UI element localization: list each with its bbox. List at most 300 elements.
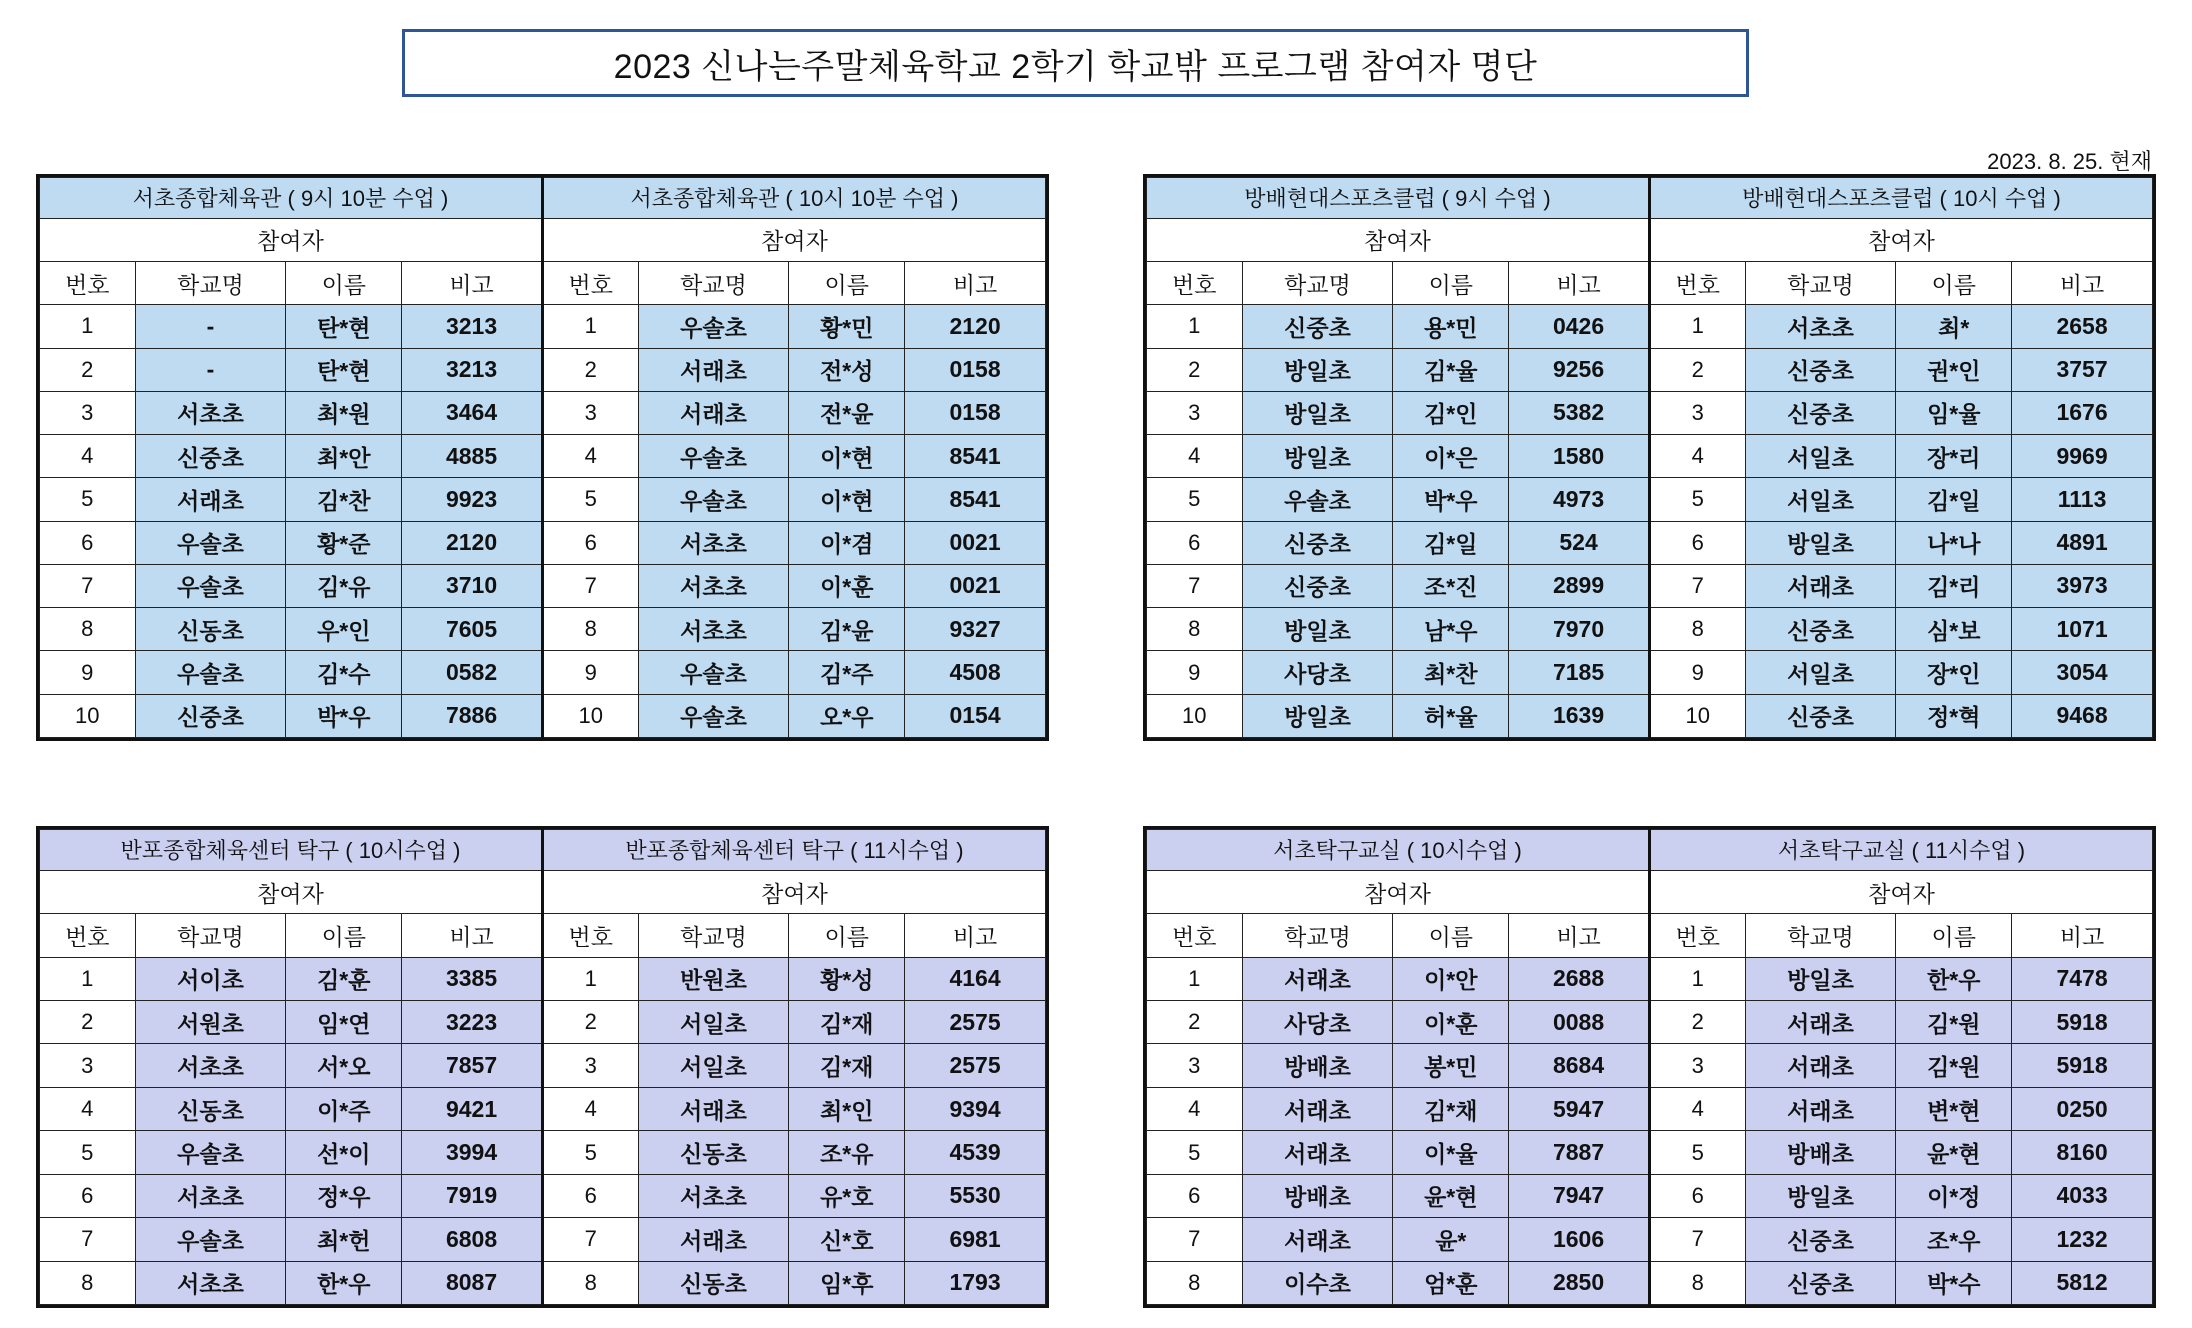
roster-table (39, 177, 1046, 738)
row-number: 5 (1649, 1131, 1745, 1174)
participant-name: 임*후 (789, 1261, 905, 1304)
participant-name: 김*유 (286, 564, 402, 607)
column-header-no: 번호 (1649, 914, 1745, 957)
row-number: 7 (40, 564, 136, 607)
note-value: 9969 (2012, 435, 2153, 478)
row-number: 7 (1649, 564, 1745, 607)
row-number: 7 (40, 1218, 136, 1261)
school-name: 우솔초 (135, 651, 286, 694)
school-name: 서래초 (1745, 1087, 1896, 1130)
row-number: 3 (40, 391, 136, 434)
note-value: 3385 (402, 957, 543, 1000)
note-value: 5918 (2012, 1044, 2153, 1087)
participants-label: 참여자 (542, 870, 1045, 913)
participant-name: 윤*현 (1393, 1174, 1509, 1217)
column-header-school: 학교명 (638, 914, 789, 957)
row-number: 8 (1147, 1261, 1243, 1304)
table-row (40, 1218, 1046, 1261)
program-title-right: 반포종합체육센터 탁구 ( 11시수업 ) (542, 830, 1045, 871)
participant-name: 조*유 (789, 1131, 905, 1174)
row-number: 2 (1649, 348, 1745, 391)
note-value: 8541 (905, 478, 1046, 521)
row-number: 1 (1147, 305, 1243, 348)
row-number: 1 (40, 957, 136, 1000)
column-header-name: 이름 (286, 914, 402, 957)
table-row (1147, 521, 2153, 564)
table-row (40, 608, 1046, 651)
note-value: 9468 (2012, 694, 2153, 737)
school-name: 우솔초 (135, 564, 286, 607)
note-value: 3710 (402, 564, 543, 607)
participant-name: 신*호 (789, 1218, 905, 1261)
row-number: 7 (1649, 1218, 1745, 1261)
row-number: 2 (40, 348, 136, 391)
school-name: 서래초 (1242, 1131, 1393, 1174)
participant-name: 황*성 (789, 957, 905, 1000)
school-name: 방일초 (1242, 435, 1393, 478)
school-name: 서초초 (638, 564, 789, 607)
participants-label: 참여자 (1649, 218, 2152, 261)
column-header-no: 번호 (1649, 261, 1745, 304)
note-value: 4885 (402, 435, 543, 478)
note-value: 7947 (1509, 1174, 1650, 1217)
note-value: 2120 (402, 521, 543, 564)
row-number: 8 (40, 1261, 136, 1304)
table-row (40, 957, 1046, 1000)
school-name: 신중초 (1242, 521, 1393, 564)
table-row (1147, 1261, 2153, 1304)
participants-label: 참여자 (1147, 218, 1650, 261)
row-number: 4 (40, 435, 136, 478)
participant-name: 박*우 (1393, 478, 1509, 521)
row-number: 5 (542, 1131, 638, 1174)
row-number: 4 (1649, 1087, 1745, 1130)
participant-name: 최*헌 (286, 1218, 402, 1261)
school-name: 신중초 (1745, 1218, 1896, 1261)
program-header-row (1147, 178, 2153, 219)
participant-name: 이*훈 (1393, 1001, 1509, 1044)
note-value: 3213 (402, 305, 543, 348)
column-header-note: 비고 (905, 914, 1046, 957)
school-name: 서초초 (638, 521, 789, 564)
participant-name: 김*재 (789, 1044, 905, 1087)
participant-name: 이*안 (1393, 957, 1509, 1000)
participant-name: 최*인 (789, 1087, 905, 1130)
note-value: 0250 (2012, 1087, 2153, 1130)
section-seocho-sports-center (36, 174, 1049, 741)
table-row (1147, 1218, 2153, 1261)
row-number: 6 (542, 521, 638, 564)
school-name: 서래초 (1745, 1001, 1896, 1044)
section-seocho-table-tennis (1143, 826, 2156, 1308)
school-name: 사당초 (1242, 1001, 1393, 1044)
note-value: 2575 (905, 1044, 1046, 1087)
school-name: 서일초 (1745, 651, 1896, 694)
note-value: 7185 (1509, 651, 1650, 694)
participant-name: 황*민 (789, 305, 905, 348)
school-name: 신중초 (1745, 391, 1896, 434)
row-number: 4 (1147, 435, 1243, 478)
row-number: 5 (1649, 478, 1745, 521)
note-value: 8541 (905, 435, 1046, 478)
participants-label: 참여자 (1147, 870, 1650, 913)
row-number: 1 (40, 305, 136, 348)
table-row (1147, 694, 2153, 737)
column-header-name: 이름 (286, 261, 402, 304)
table-row (40, 651, 1046, 694)
table-row (1147, 348, 2153, 391)
participants-row (40, 870, 1046, 913)
column-header-no: 번호 (1147, 261, 1243, 304)
column-header-note: 비고 (905, 261, 1046, 304)
row-number: 8 (1649, 1261, 1745, 1304)
row-number: 7 (1147, 564, 1243, 607)
participant-name: 김*리 (1896, 564, 2012, 607)
row-number: 1 (1147, 957, 1243, 1000)
participant-name: 장*리 (1896, 435, 2012, 478)
note-value: 4539 (905, 1131, 1046, 1174)
column-header-row (1147, 914, 2153, 957)
row-number: 5 (1147, 478, 1243, 521)
note-value: 9923 (402, 478, 543, 521)
note-value: 9421 (402, 1087, 543, 1130)
column-header-no: 번호 (40, 914, 136, 957)
note-value: 4891 (2012, 521, 2153, 564)
column-header-row (40, 261, 1046, 304)
participant-name: 조*진 (1393, 564, 1509, 607)
participants-label: 참여자 (40, 218, 543, 261)
program-header-row (40, 830, 1046, 871)
table-row (40, 435, 1046, 478)
participant-name: 임*연 (286, 1001, 402, 1044)
row-number: 10 (1649, 694, 1745, 737)
row-number: 5 (542, 478, 638, 521)
participant-name: 허*율 (1393, 694, 1509, 737)
school-name: 신동초 (638, 1261, 789, 1304)
note-value: 5382 (1509, 391, 1650, 434)
column-header-school: 학교명 (638, 261, 789, 304)
column-header-no: 번호 (542, 914, 638, 957)
note-value: 3464 (402, 391, 543, 434)
note-value: 9394 (905, 1087, 1046, 1130)
row-number: 2 (1649, 1001, 1745, 1044)
row-number: 3 (1649, 1044, 1745, 1087)
participant-name: 최* (1896, 305, 2012, 348)
participant-name: 정*우 (286, 1174, 402, 1217)
note-value: 2899 (1509, 564, 1650, 607)
row-number: 1 (1649, 957, 1745, 1000)
row-number: 4 (1147, 1087, 1243, 1130)
school-name: 서래초 (638, 391, 789, 434)
date-label: 2023. 8. 25. 현재 (1987, 149, 2152, 174)
row-number: 1 (542, 305, 638, 348)
row-number: 2 (40, 1001, 136, 1044)
participant-name: 김*재 (789, 1001, 905, 1044)
row-number: 4 (542, 1087, 638, 1130)
participants-row (1147, 218, 2153, 261)
participant-name: 심*보 (1896, 608, 2012, 651)
note-value: 7605 (402, 608, 543, 651)
school-name: 방일초 (1242, 608, 1393, 651)
row-number: 6 (40, 1174, 136, 1217)
column-header-row (1147, 261, 2153, 304)
row-number: 3 (542, 1044, 638, 1087)
column-header-school: 학교명 (135, 914, 286, 957)
section-banpo-table-tennis (36, 826, 1049, 1308)
column-header-school: 학교명 (135, 261, 286, 304)
row-number: 5 (40, 478, 136, 521)
participant-name: 박*우 (286, 694, 402, 737)
participant-name: 유*호 (789, 1174, 905, 1217)
note-value: 0158 (905, 391, 1046, 434)
note-value: 7970 (1509, 608, 1650, 651)
school-name: 서초초 (135, 391, 286, 434)
column-header-no: 번호 (542, 261, 638, 304)
note-value: 3994 (402, 1131, 543, 1174)
row-number: 2 (1147, 1001, 1243, 1044)
participant-name: 전*성 (789, 348, 905, 391)
school-name: 방일초 (1745, 957, 1896, 1000)
participant-name: 최*찬 (1393, 651, 1509, 694)
note-value: 1639 (1509, 694, 1650, 737)
note-value: 8684 (1509, 1044, 1650, 1087)
row-number: 1 (1649, 305, 1745, 348)
school-name: 우솔초 (135, 1218, 286, 1261)
row-number: 3 (1147, 1044, 1243, 1087)
participant-name: 김*윤 (789, 608, 905, 651)
column-header-no: 번호 (40, 261, 136, 304)
note-value: 4508 (905, 651, 1046, 694)
note-value: 2120 (905, 305, 1046, 348)
row-number: 9 (1147, 651, 1243, 694)
roster-table (1146, 829, 2153, 1305)
note-value: 1793 (905, 1261, 1046, 1304)
row-number: 10 (1147, 694, 1243, 737)
school-name: 반원초 (638, 957, 789, 1000)
note-value: 3223 (402, 1001, 543, 1044)
participants-row (40, 218, 1046, 261)
note-value: 7919 (402, 1174, 543, 1217)
participant-name: 김*인 (1393, 391, 1509, 434)
school-name: 서래초 (638, 1087, 789, 1130)
row-number: 3 (1147, 391, 1243, 434)
row-number: 9 (542, 651, 638, 694)
program-title-right: 서초종합체육관 ( 10시 10분 수업 ) (542, 178, 1045, 219)
row-number: 8 (542, 1261, 638, 1304)
school-name: 방일초 (1242, 391, 1393, 434)
note-value: 3973 (2012, 564, 2153, 607)
row-number: 3 (1649, 391, 1745, 434)
row-number: 7 (1147, 1218, 1243, 1261)
participant-name: 이*율 (1393, 1131, 1509, 1174)
school-name: 신중초 (1745, 608, 1896, 651)
participant-name: 봉*민 (1393, 1044, 1509, 1087)
column-header-note: 비고 (2012, 261, 2153, 304)
note-value: 0021 (905, 564, 1046, 607)
participant-name: 윤*현 (1896, 1131, 2012, 1174)
school-name: 신동초 (638, 1131, 789, 1174)
school-name: 신중초 (135, 435, 286, 478)
table-row (1147, 391, 2153, 434)
column-header-school: 학교명 (1745, 261, 1896, 304)
participant-name: 이*은 (1393, 435, 1509, 478)
participant-name: 김*원 (1896, 1001, 2012, 1044)
school-name: - (135, 348, 286, 391)
table-row (40, 305, 1046, 348)
program-header-row (1147, 830, 2153, 871)
table-row (40, 694, 1046, 737)
school-name: 우솔초 (638, 651, 789, 694)
school-name: 서초초 (135, 1261, 286, 1304)
row-number: 8 (40, 608, 136, 651)
participant-name: 김*일 (1896, 478, 2012, 521)
table-row (1147, 608, 2153, 651)
participant-name: 남*우 (1393, 608, 1509, 651)
school-name: 서일초 (638, 1044, 789, 1087)
column-header-note: 비고 (2012, 914, 2153, 957)
title-box (402, 29, 1749, 97)
participant-name: 선*이 (286, 1131, 402, 1174)
table-row (40, 521, 1046, 564)
table-row (1147, 1131, 2153, 1174)
column-header-note: 비고 (402, 914, 543, 957)
column-header-no: 번호 (1147, 914, 1243, 957)
table-row (40, 1001, 1046, 1044)
row-number: 8 (542, 608, 638, 651)
participant-name: 우*인 (286, 608, 402, 651)
column-header-name: 이름 (1896, 914, 2012, 957)
program-title-left: 반포종합체육센터 탁구 ( 10시수업 ) (40, 830, 543, 871)
participant-name: 장*인 (1896, 651, 2012, 694)
participant-name: 이*정 (1896, 1174, 2012, 1217)
note-value: 4164 (905, 957, 1046, 1000)
school-name: 신중초 (1745, 694, 1896, 737)
participant-name: 용*민 (1393, 305, 1509, 348)
participant-name: 한*우 (1896, 957, 2012, 1000)
row-number: 9 (40, 651, 136, 694)
participants-label: 참여자 (1649, 870, 2152, 913)
note-value: 5918 (2012, 1001, 2153, 1044)
note-value: 2850 (1509, 1261, 1650, 1304)
table-row (1147, 957, 2153, 1000)
program-header-row (40, 178, 1046, 219)
participant-name: 엄*훈 (1393, 1261, 1509, 1304)
participant-name: 탄*현 (286, 305, 402, 348)
table-row (1147, 478, 2153, 521)
participants-label: 참여자 (40, 870, 543, 913)
note-value: 0088 (1509, 1001, 1650, 1044)
participant-name: 나*나 (1896, 521, 2012, 564)
note-value: 2658 (2012, 305, 2153, 348)
table-row (1147, 651, 2153, 694)
note-value: 8160 (2012, 1131, 2153, 1174)
participant-name: 이*주 (286, 1087, 402, 1130)
note-value: 8087 (402, 1261, 543, 1304)
row-number: 10 (542, 694, 638, 737)
school-name: 신중초 (1745, 1261, 1896, 1304)
row-number: 6 (40, 521, 136, 564)
participant-name: 오*우 (789, 694, 905, 737)
participant-name: 변*현 (1896, 1087, 2012, 1130)
table-row (1147, 305, 2153, 348)
school-name: 방배초 (1745, 1131, 1896, 1174)
column-header-row (40, 914, 1046, 957)
program-title-left: 서초종합체육관 ( 9시 10분 수업 ) (40, 178, 543, 219)
participant-name: 김*주 (789, 651, 905, 694)
school-name: 서일초 (638, 1001, 789, 1044)
row-number: 6 (542, 1174, 638, 1217)
school-name: 우솔초 (1242, 478, 1393, 521)
table-row (40, 348, 1046, 391)
row-number: 7 (542, 564, 638, 607)
row-number: 6 (1147, 1174, 1243, 1217)
school-name: 서래초 (135, 478, 286, 521)
participant-name: 이*훈 (789, 564, 905, 607)
school-name: 서초초 (135, 1174, 286, 1217)
column-header-note: 비고 (1509, 261, 1650, 304)
note-value: 0158 (905, 348, 1046, 391)
row-number: 4 (542, 435, 638, 478)
note-value: 1071 (2012, 608, 2153, 651)
school-name: 방일초 (1745, 521, 1896, 564)
note-value: 6808 (402, 1218, 543, 1261)
school-name: 서래초 (1242, 1218, 1393, 1261)
school-name: 서일초 (1745, 435, 1896, 478)
school-name: 서래초 (1242, 957, 1393, 1000)
note-value: 0021 (905, 521, 1046, 564)
table-row (40, 1174, 1046, 1217)
note-value: 7478 (2012, 957, 2153, 1000)
note-value: 0582 (402, 651, 543, 694)
column-header-note: 비고 (402, 261, 543, 304)
school-name: 우솔초 (135, 1131, 286, 1174)
participant-name: 임*율 (1896, 391, 2012, 434)
school-name: 방배초 (1242, 1044, 1393, 1087)
school-name: 방배초 (1242, 1174, 1393, 1217)
roster-table (1146, 177, 2153, 738)
table-row (40, 391, 1046, 434)
program-title-right: 서초탁구교실 ( 11시수업 ) (1649, 830, 2152, 871)
school-name: 신중초 (135, 694, 286, 737)
participant-name: 탄*현 (286, 348, 402, 391)
note-value: 9327 (905, 608, 1046, 651)
participant-name: 김*원 (1896, 1044, 2012, 1087)
school-name: 서초초 (638, 608, 789, 651)
page-title: 2023 신나는주말체육학교 2학기 학교밖 프로그램 참여자 명단 (613, 47, 1538, 86)
participant-name: 김*수 (286, 651, 402, 694)
table-row (1147, 1087, 2153, 1130)
school-name: 서일초 (1745, 478, 1896, 521)
table-row (40, 1044, 1046, 1087)
participant-name: 전*윤 (789, 391, 905, 434)
participant-name: 김*채 (1393, 1087, 1509, 1130)
table-row (40, 1087, 1046, 1130)
note-value: 9256 (1509, 348, 1650, 391)
participant-name: 박*수 (1896, 1261, 2012, 1304)
school-name: 방일초 (1242, 694, 1393, 737)
school-name: 신중초 (1242, 564, 1393, 607)
participant-name: 김*일 (1393, 521, 1509, 564)
school-name: 우솔초 (638, 478, 789, 521)
school-name: 방일초 (1242, 348, 1393, 391)
note-value: 5812 (2012, 1261, 2153, 1304)
column-header-name: 이름 (1896, 261, 2012, 304)
column-header-school: 학교명 (1745, 914, 1896, 957)
school-name: 서래초 (1745, 564, 1896, 607)
program-title-right: 방배현대스포츠클럽 ( 10시 수업 ) (1649, 178, 2152, 219)
row-number: 7 (542, 1218, 638, 1261)
participant-name: 정*혁 (1896, 694, 2012, 737)
